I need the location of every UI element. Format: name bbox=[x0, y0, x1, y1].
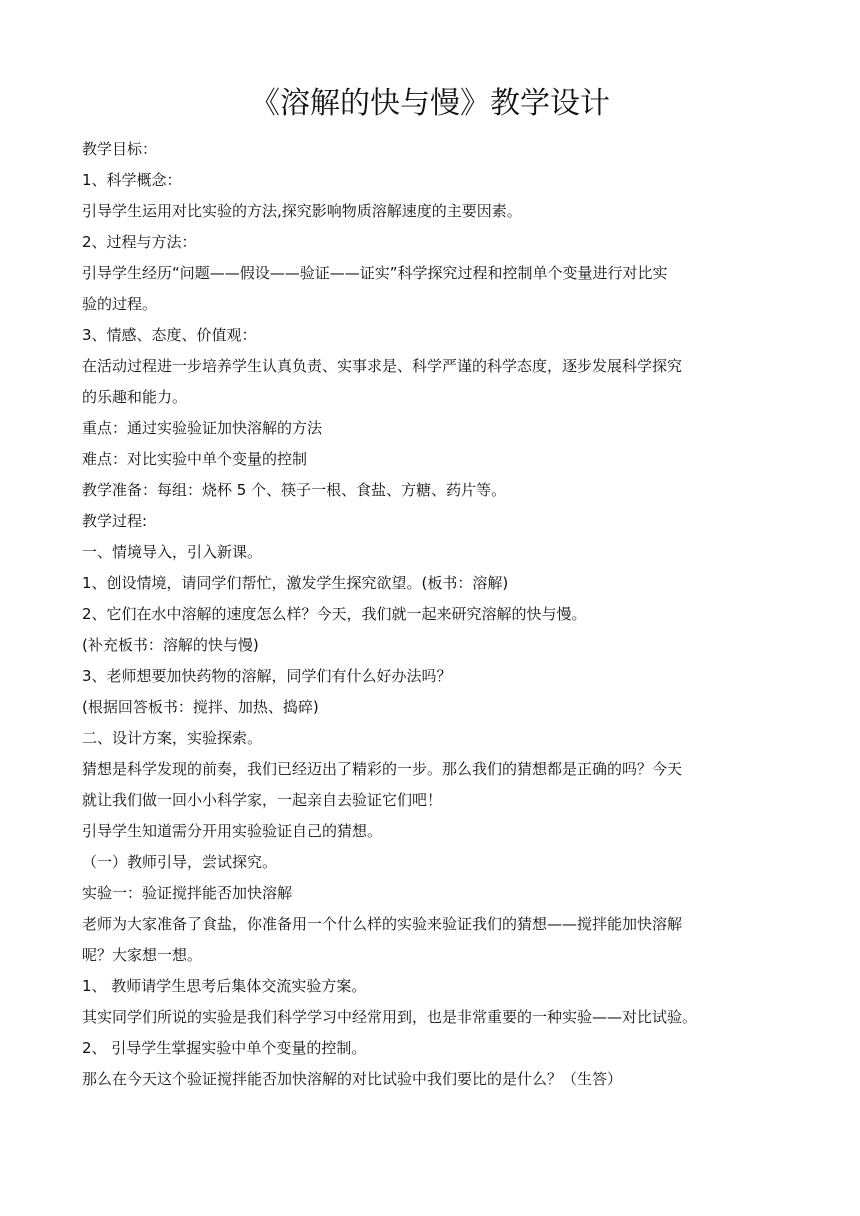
paragraph-line: 2、 引导学生掌握实验中单个变量的控制。 bbox=[82, 1039, 367, 1057]
paragraph-line: （一）教师引导，尝试探究。 bbox=[82, 853, 278, 871]
paragraph-line: 实验一：验证搅拌能否加快溶解 bbox=[82, 884, 293, 902]
paragraph-line: 1、科学概念： bbox=[82, 171, 182, 189]
paragraph-line: 1、 教师请学生思考后集体交流实验方案。 bbox=[82, 977, 367, 995]
paragraph-line: 教学过程: bbox=[82, 512, 148, 530]
paragraph-line: 3、老师想要加快药物的溶解，同学们有什么好办法吗？ bbox=[82, 667, 452, 685]
paragraph-line: 引导学生运用对比实验的方法,探究影响物质溶解速度的主要因素。 bbox=[82, 202, 522, 220]
paragraph-line: 验的过程。 bbox=[82, 295, 158, 313]
paragraph-line: 难点：对比实验中单个变量的控制 bbox=[82, 450, 308, 468]
paragraph-line: 2、过程与方法： bbox=[82, 233, 197, 251]
paragraph-line: 呢？大家想一想。 bbox=[82, 946, 203, 964]
paragraph-line: 就让我们做一回小小科学家，一起亲自去验证它们吧！ bbox=[82, 791, 443, 809]
paragraph-line: 猜想是科学发现的前奏，我们已经迈出了精彩的一步。那么我们的猜想都是正确的吗？今天 bbox=[82, 760, 683, 778]
document-title: 《溶解的快与慢》教学设计 bbox=[250, 86, 610, 121]
paragraph-line: 2、它们在水中溶解的速度怎么样？今天，我们就一起来研究溶解的快与慢。 bbox=[82, 605, 587, 623]
paragraph-line: 3、情感、态度、价值观： bbox=[82, 326, 257, 344]
paragraph-line: 引导学生经历“问题——假设——验证——证实”科学探究过程和控制单个变量进行对比实 bbox=[82, 264, 668, 282]
paragraph-line: 老师为大家准备了食盐，你准备用一个什么样的实验来验证我们的猜想——搅拌能加快溶解 bbox=[82, 915, 683, 933]
paragraph-line: 重点：通过实验验证加快溶解的方法 bbox=[82, 419, 323, 437]
paragraph-line: (补充板书：溶解的快与慢) bbox=[82, 636, 259, 654]
paragraph-line: (根据回答板书：搅拌、加热、捣碎) bbox=[82, 698, 319, 716]
paragraph-line: 教学准备：每组：烧杯 5 个、筷子一根、食盐、方糖、药片等。 bbox=[82, 481, 507, 499]
paragraph-line: 1、创设情境，请同学们帮忙，激发学生探究欲望。(板书：溶解) bbox=[82, 574, 509, 592]
paragraph-line: 其实同学们所说的实验是我们科学学习中经常用到，也是非常重要的一种实验——对比试验。 bbox=[82, 1008, 698, 1026]
paragraph-line: 在活动过程进一步培养学生认真负责、实事求是、科学严谨的科学态度，逐步发展科学探究 bbox=[82, 357, 683, 375]
paragraph-line: 二、设计方案，实验探索。 bbox=[82, 729, 263, 747]
paragraph-line: 的乐趣和能力。 bbox=[82, 388, 188, 406]
paragraph-line: 引导学生知道需分开用实验验证自己的猜想。 bbox=[82, 822, 383, 840]
paragraph-line: 那么在今天这个验证搅拌能否加快溶解的对比试验中我们要比的是什么？（生答） bbox=[82, 1070, 623, 1088]
document-body bbox=[82, 134, 782, 1095]
paragraph-line: 教学目标： bbox=[82, 140, 158, 158]
paragraph-line: 一、情境导入，引入新课。 bbox=[82, 543, 263, 561]
